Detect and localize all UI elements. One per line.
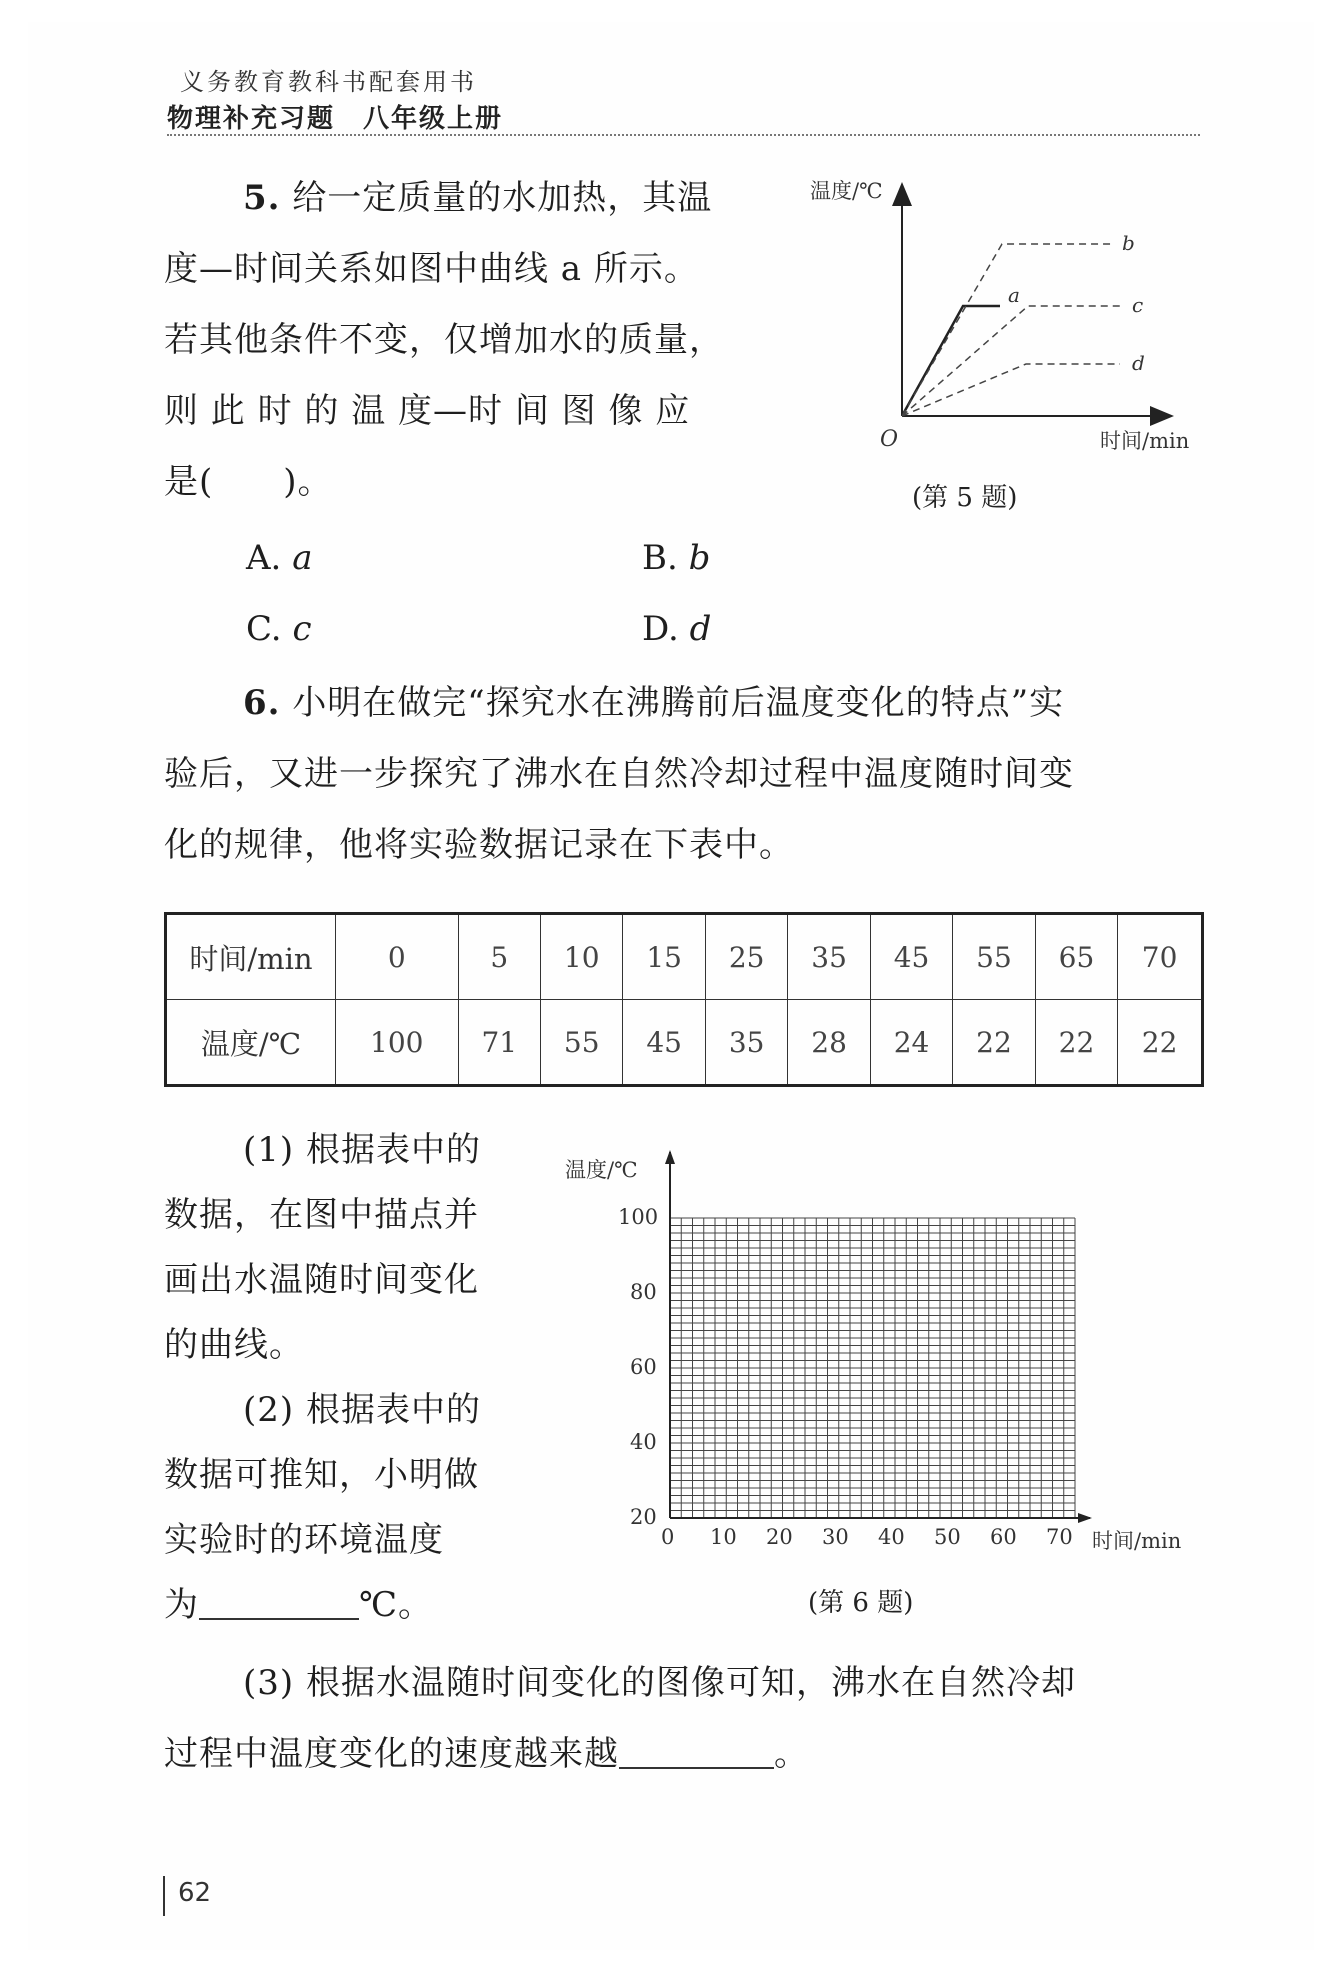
q6-number: 6.	[243, 683, 281, 723]
q5-text-line: 若其他条件不变，仅增加水的质量，	[164, 320, 724, 360]
q6-text-line: 化的规律，他将实验数据记录在下表中。	[164, 825, 794, 865]
table-cell: 55	[953, 914, 1035, 1000]
y-axis-label: 温度/℃	[810, 179, 883, 203]
q5-text-line: 给一定质量的水加热，其温	[292, 178, 713, 218]
x-axis-label: 时间/min	[1092, 1529, 1182, 1553]
q5-text-line: 是( )。	[164, 462, 333, 502]
q5-option-a[interactable]	[246, 538, 312, 578]
q6-grid-figure	[560, 1140, 1220, 1620]
table-cell: 55	[541, 1000, 623, 1086]
table-cell: 22	[1035, 1000, 1117, 1086]
graph-grid[interactable]	[665, 1150, 1092, 1523]
y-axis-arrow	[665, 1150, 675, 1164]
x-tick-label: 30	[822, 1525, 849, 1549]
table-cell: 28	[788, 1000, 870, 1086]
page-number: 62	[178, 1878, 212, 1908]
q6-line-1	[243, 668, 1064, 739]
y-tick-label: 40	[630, 1430, 657, 1454]
x-axis-label: 时间/min	[1100, 429, 1190, 453]
table-cell: 22	[953, 1000, 1035, 1086]
x-tick-label: 50	[934, 1525, 961, 1549]
curve-a	[902, 306, 1000, 416]
q5-option-d[interactable]	[642, 609, 711, 649]
answer-blank[interactable]	[199, 1590, 359, 1620]
q5-caption: (第 5 题)	[912, 483, 1018, 513]
table-cell: 35	[705, 1000, 787, 1086]
table-cell: 45	[870, 914, 952, 1000]
option-letter: C.	[246, 609, 282, 649]
x-axis-arrow	[1078, 1513, 1092, 1523]
q5-text-line: 度—时间关系如图中曲线 a 所示。	[164, 249, 699, 289]
q6-part3-end	[164, 1719, 809, 1790]
x-tick-label: 20	[766, 1525, 793, 1549]
table-cell: 5	[458, 914, 540, 1000]
q6-part1-line: 的曲线。	[164, 1325, 304, 1365]
q6-part3-line: (3) 根据水温随时间变化的图像可知，沸水在自然冷却	[243, 1663, 1076, 1703]
table-cell: 35	[788, 914, 870, 1000]
x-tick-label: 40	[878, 1525, 905, 1549]
q6-part2-prefix: 为	[164, 1585, 199, 1625]
q6-caption: (第 6 题)	[808, 1588, 914, 1618]
row-header: 时间/min	[166, 914, 336, 1000]
q6-part3-text: 过程中温度变化的速度越来越	[164, 1734, 619, 1774]
q5-number: 5.	[243, 178, 281, 218]
book-title: 物理补充习题 八年级上册	[167, 104, 504, 134]
curve-label: a	[1008, 283, 1020, 307]
q5-figure	[800, 170, 1220, 530]
data-table	[164, 912, 1204, 1087]
option-letter: B.	[642, 538, 678, 578]
header-divider	[167, 134, 1200, 136]
origin-label: O	[880, 427, 899, 452]
table-cell: 100	[336, 1000, 459, 1086]
option-value: c	[292, 609, 312, 649]
option-letter: D.	[642, 609, 679, 649]
q6-text-line: 小明在做完“探究水在沸腾前后温度变化的特点”实	[292, 683, 1065, 723]
q6-text-line: 验后，又进一步探究了沸水在自然冷却过程中温度随时间变	[164, 754, 1074, 794]
table-cell: 45	[623, 1000, 705, 1086]
q5-option-c[interactable]	[246, 609, 311, 649]
y-tick-label: 100	[618, 1205, 659, 1229]
series-title: 义务教育教科书配套用书	[180, 68, 477, 96]
curve-d	[902, 364, 1120, 416]
q5-option-b[interactable]	[642, 538, 710, 578]
table-row	[166, 914, 1203, 1000]
curve-label: b	[1122, 231, 1135, 255]
x-tick-label: 0	[661, 1525, 675, 1549]
table-cell: 22	[1118, 1000, 1203, 1086]
table-cell: 25	[705, 914, 787, 1000]
table-cell: 65	[1035, 914, 1117, 1000]
option-value: b	[688, 538, 711, 578]
y-tick-label: 20	[630, 1505, 657, 1529]
q6-part2-end	[164, 1573, 433, 1638]
table-cell: 10	[541, 914, 623, 1000]
x-tick-label: 60	[990, 1525, 1017, 1549]
q5-text-line: 则 此 时 的 温 度—时 间 图 像 应	[164, 391, 691, 431]
q6-part2-line: (2) 根据表中的	[243, 1390, 481, 1430]
q6-part1-line: 画出水温随时间变化	[164, 1260, 479, 1300]
q6-part2-suffix: ℃。	[359, 1585, 434, 1625]
q6-part2-line: 数据可推知，小明做	[164, 1455, 479, 1495]
x-tick-label: 70	[1046, 1525, 1073, 1549]
x-tick-label: 10	[710, 1525, 737, 1549]
row-header: 温度/℃	[166, 1000, 336, 1086]
curve-label: d	[1132, 351, 1145, 375]
table-cell: 0	[336, 914, 459, 1000]
y-tick-label: 60	[630, 1355, 657, 1379]
table-cell: 70	[1118, 914, 1203, 1000]
option-letter: A.	[246, 538, 282, 578]
curve-label: c	[1132, 293, 1144, 317]
y-tick-label: 80	[630, 1280, 657, 1304]
q6-part1-line: 数据，在图中描点并	[164, 1195, 479, 1235]
table-cell: 71	[458, 1000, 540, 1086]
table-cell: 15	[623, 914, 705, 1000]
answer-blank[interactable]	[619, 1739, 774, 1769]
option-value: a	[292, 538, 313, 578]
table-row	[166, 1000, 1203, 1086]
table-cell: 24	[870, 1000, 952, 1086]
curve-b	[902, 244, 1112, 416]
q6-part3-suffix: 。	[774, 1734, 809, 1774]
q6-part2-line: 实验时的环境温度	[164, 1520, 444, 1560]
y-axis-label: 温度/℃	[565, 1158, 638, 1182]
option-value: d	[689, 609, 712, 649]
page-number-bar	[163, 1876, 165, 1916]
q5-line-1	[243, 163, 712, 234]
q6-part1-line: (1) 根据表中的	[243, 1130, 481, 1170]
